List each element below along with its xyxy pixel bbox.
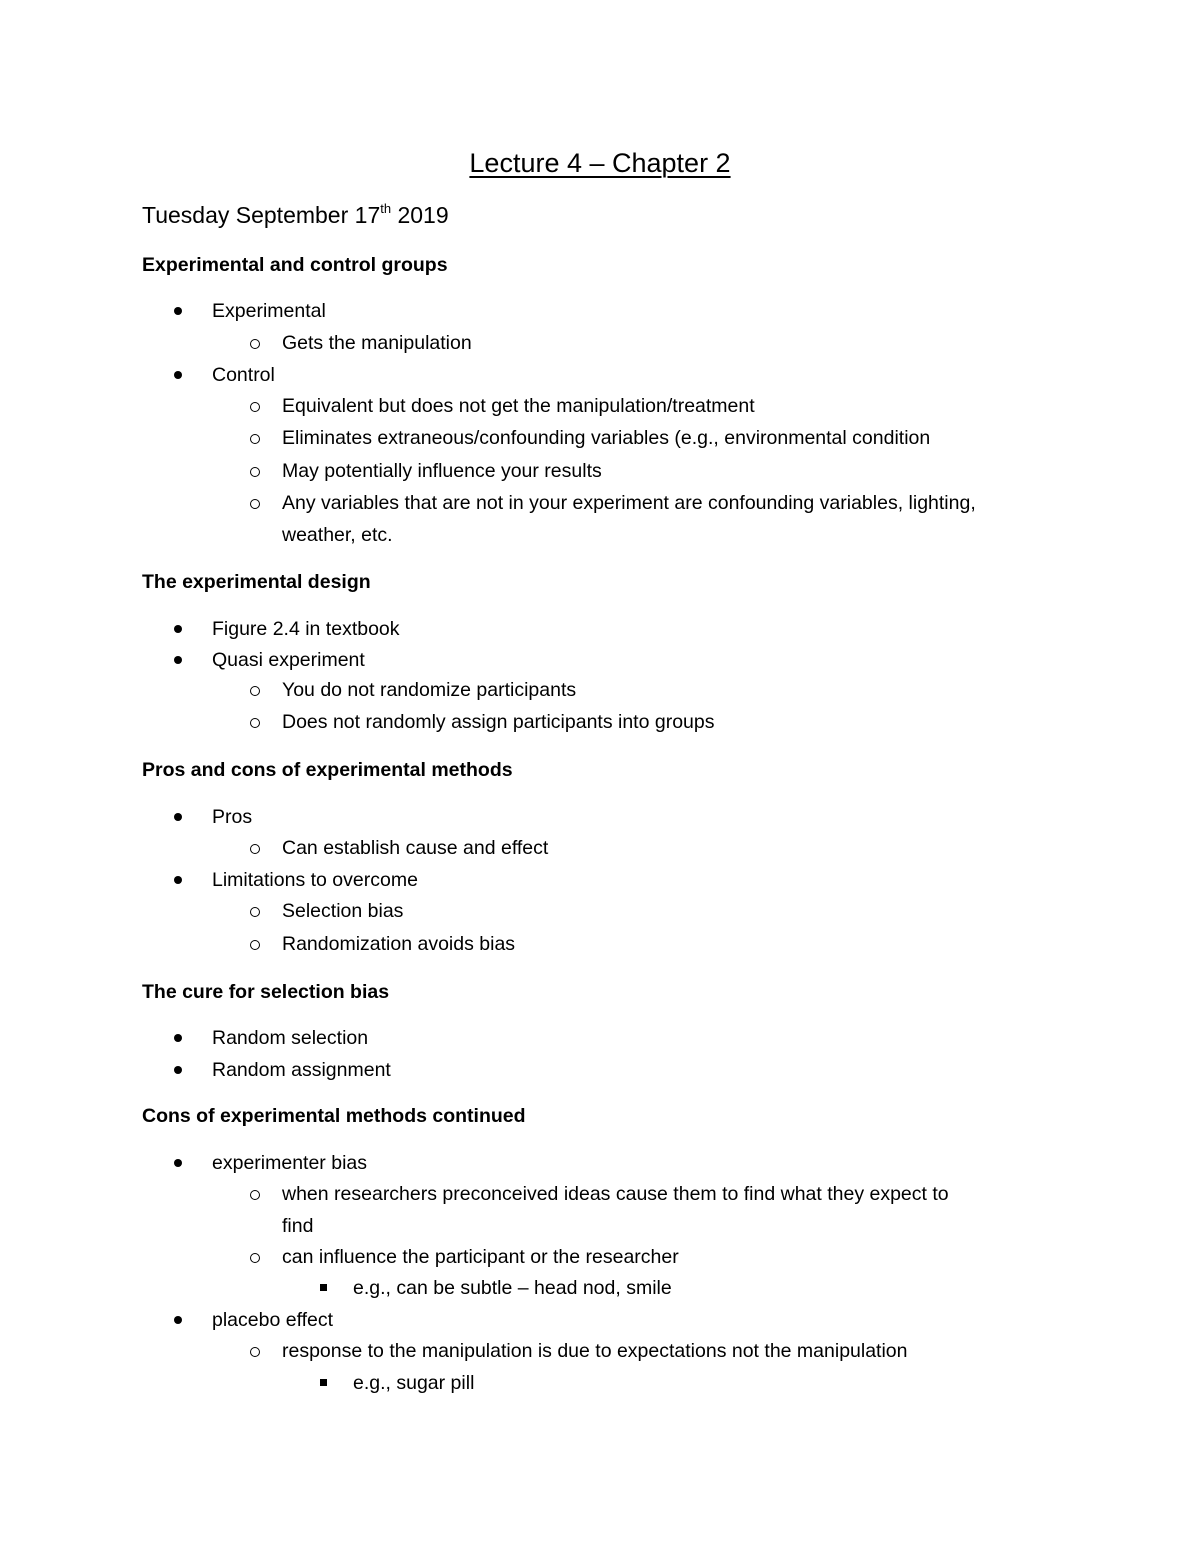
sub-bullet-marker	[250, 907, 260, 917]
sub-bullet-item: can influence the participant or the researcher	[282, 1244, 679, 1270]
sub-bullet-marker	[250, 467, 260, 477]
bullet-item: placebo effect	[212, 1307, 333, 1333]
square-bullet-marker	[320, 1379, 327, 1386]
bullet-item: Pros	[212, 804, 252, 830]
bullet-item: experimenter bias	[212, 1150, 367, 1176]
sub-bullet-marker	[250, 1347, 260, 1357]
sub-bullet-item: Selection bias	[282, 898, 403, 924]
sub-bullet-item: response to the manipulation is due to expectations not the manipulation	[282, 1338, 908, 1364]
sub-bullet-item: Eliminates extraneous/confounding variables (e.g., environmental condition	[282, 425, 930, 451]
sub-bullet-item: when researchers preconceived ideas cause them to find what they expect to	[282, 1181, 949, 1207]
bullet-item: Random selection	[212, 1025, 368, 1051]
bullet-marker	[174, 371, 182, 379]
sub-bullet-item: Randomization avoids bias	[282, 931, 515, 957]
sub-bullet-marker	[250, 339, 260, 349]
sub-bullet-item: May potentially influence your results	[282, 458, 602, 484]
bullet-marker	[174, 1316, 182, 1324]
sub-bullet-item: Equivalent but does not get the manipulation/treatment	[282, 393, 755, 419]
sub-bullet-marker	[250, 434, 260, 444]
bullet-item: Experimental	[212, 298, 326, 324]
sub-bullet-continuation: weather, etc.	[282, 524, 393, 546]
page-title: Lecture 4 – Chapter 2	[469, 148, 731, 178]
section-heading: The cure for selection bias	[142, 981, 390, 1003]
sub-sub-bullet-item: e.g., sugar pill	[353, 1370, 474, 1396]
sub-bullet-item: You do not randomize participants	[282, 677, 576, 703]
bullet-marker	[174, 1159, 182, 1167]
bullet-marker	[174, 1066, 182, 1074]
section-heading: The experimental design	[142, 571, 371, 593]
sub-bullet-marker	[250, 499, 260, 509]
sub-bullet-item: Gets the manipulation	[282, 330, 472, 356]
bullet-item: Control	[212, 362, 275, 388]
bullet-marker	[174, 625, 182, 633]
bullet-item: Random assignment	[212, 1057, 391, 1083]
sub-bullet-marker	[250, 686, 260, 696]
section-heading: Experimental and control groups	[142, 254, 448, 276]
sub-bullet-marker	[250, 844, 260, 854]
bullet-marker	[174, 656, 182, 664]
lecture-date: Tuesday September 17th 2019	[142, 201, 449, 228]
bullet-item: Limitations to overcome	[212, 867, 418, 893]
bullet-item: Figure 2.4 in textbook	[212, 616, 400, 642]
sub-bullet-item: Can establish cause and effect	[282, 835, 548, 861]
sub-bullet-marker	[250, 940, 260, 950]
sub-sub-bullet-item: e.g., can be subtle – head nod, smile	[353, 1275, 672, 1301]
section-heading: Cons of experimental methods continued	[142, 1105, 526, 1127]
bullet-marker	[174, 307, 182, 315]
sub-bullet-marker	[250, 1190, 260, 1200]
sub-bullet-continuation: find	[282, 1215, 314, 1237]
square-bullet-marker	[320, 1284, 327, 1291]
sub-bullet-marker	[250, 718, 260, 728]
sub-bullet-item: Any variables that are not in your experiment are confounding variables, lighting,	[282, 490, 976, 516]
bullet-marker	[174, 813, 182, 821]
bullet-marker	[174, 876, 182, 884]
sub-bullet-marker	[250, 402, 260, 412]
bullet-marker	[174, 1034, 182, 1042]
section-heading: Pros and cons of experimental methods	[142, 759, 513, 781]
bullet-item: Quasi experiment	[212, 647, 365, 673]
sub-bullet-item: Does not randomly assign participants into groups	[282, 709, 715, 735]
sub-bullet-marker	[250, 1253, 260, 1263]
